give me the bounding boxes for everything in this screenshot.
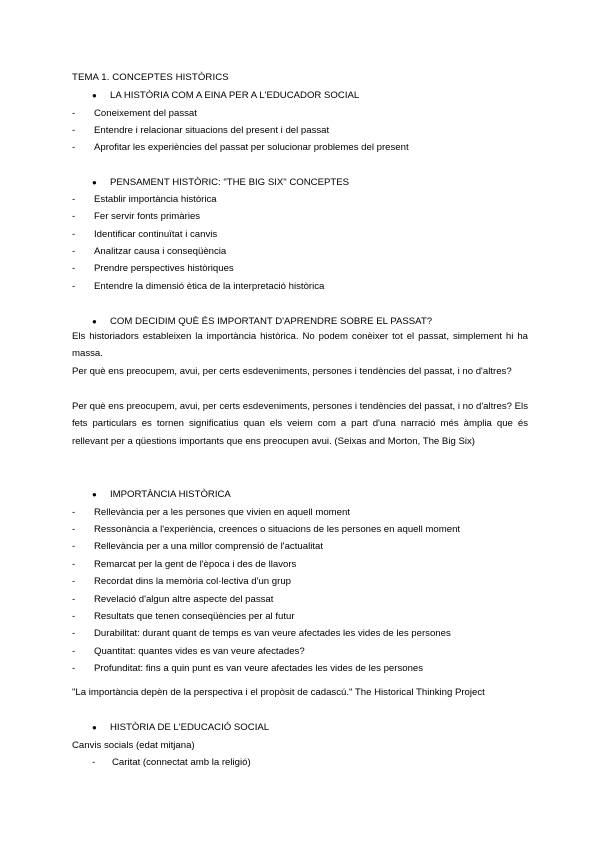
document-title: TEMA 1. CONCEPTES HISTÒRICS (72, 72, 229, 83)
section-heading (92, 90, 359, 101)
section-heading (92, 177, 349, 188)
list-item-text: Prendre perspectives històriques (94, 263, 234, 274)
list-item (72, 646, 305, 657)
section-heading-text: COM DECIDIM QUÈ ÉS IMPORTANT D'APRENDRE SOBRE EL PASSAT? (110, 316, 433, 327)
list-item-text: Entendre la dimensió ètica de la interpretació històrica (94, 281, 325, 292)
list-item (72, 541, 323, 552)
list-item (72, 229, 217, 240)
list-item (72, 108, 197, 119)
section-heading (92, 316, 432, 327)
list-item-text: Resultats que tenen conseqüències per al futur (94, 611, 295, 622)
subsection-title: Canvis socials (edat mitjana) (72, 740, 195, 751)
list-item (72, 663, 423, 674)
section-heading-text: IMPORTÀNCIA HISTÒRICA (110, 489, 231, 500)
list-item-text: Remarcat per la gent de l'època i des de llavors (94, 559, 297, 570)
list-item-text: Fer servir fonts primàries (94, 211, 201, 222)
paragraph: Els historiadors estableixen la importància històrica. No podem conèixer tot el passat, simplement hi ha massa. (72, 331, 528, 360)
list-item-text: Profunditat: fins a quin punt es van veure afectades les vides de les persones (94, 663, 424, 674)
list-item-text: Ressonància a l'experiència, creences o situacions de les persones en aquell moment (94, 524, 461, 535)
list-item (92, 757, 251, 768)
dash-icon: - (72, 281, 76, 292)
list-item (72, 524, 460, 535)
dash-icon: - (72, 594, 76, 605)
list-item-text: Rellevància per a les persones que vivien en aquell moment (94, 507, 350, 518)
section-heading (92, 489, 231, 500)
list-item (72, 611, 295, 622)
list-item (72, 507, 350, 518)
list-item-text: Coneixement del passat (94, 108, 197, 119)
list-item (72, 246, 226, 257)
dash-icon: - (72, 229, 76, 240)
dash-icon: - (72, 663, 76, 674)
list-item-text: Recordat dins la memòria col·lectiva d'un grup (94, 576, 291, 587)
list-item (72, 194, 217, 205)
dash-icon: - (72, 559, 76, 570)
list-item-text: Identificar continuïtat i canvis (94, 229, 218, 240)
list-item (72, 628, 451, 639)
list-item-text: Caritat (connectat amb la religió) (112, 757, 251, 768)
bullet-icon: ● (92, 723, 97, 732)
list-item (72, 281, 324, 292)
list-item (72, 211, 200, 222)
dash-icon: - (72, 611, 76, 622)
dash-icon: - (72, 142, 76, 153)
dash-icon: - (72, 507, 76, 518)
bullet-icon: ● (92, 490, 97, 499)
paragraph: Per què ens preocupem, avui, per certs esdeveniments, persones i tendències del passat, i no d'altres? Els fets particulars es tornen significatius quan els veiem com a part d'una narració més àmplia que és rellevant per a qüestions importants que ens preocupen avui. (Seixas and Morton, The Big Six) (72, 401, 528, 447)
list-item-text: Revelació d'algun altre aspecte del passat (94, 594, 274, 605)
list-item (72, 263, 234, 274)
dash-icon: - (72, 125, 76, 136)
list-item-text: Durabilitat: durant quant de temps es van veure afectades les vides de les persones (94, 628, 451, 639)
quote: "La importància depèn de la perspectiva i el propòsit de cadascú." The Historical Thinking Project (72, 687, 485, 698)
list-item (72, 594, 273, 605)
paragraph: Per què ens preocupem, avui, per certs esdeveniments, persones i tendències del passat, i no d'altres? (72, 366, 512, 377)
dash-icon: - (72, 263, 76, 274)
dash-icon: - (72, 628, 76, 639)
dash-icon: - (72, 541, 76, 552)
list-item (72, 142, 409, 153)
section-heading-text: LA HISTÒRIA COM A EINA PER A L'EDUCADOR SOCIAL (110, 90, 360, 101)
list-item-text: Entendre i relacionar situacions del present i del passat (94, 125, 330, 136)
list-item (72, 125, 329, 136)
dash-icon: - (72, 646, 76, 657)
section-heading (92, 722, 269, 733)
section-heading-text: HISTÒRIA DE L'EDUCACIÓ SOCIAL (110, 722, 270, 733)
bullet-icon: ● (92, 91, 97, 100)
dash-icon: - (72, 246, 76, 257)
list-item-text: Analitzar causa i conseqüència (94, 246, 227, 257)
bullet-icon: ● (92, 178, 97, 187)
list-item-text: Establir importància històrica (94, 194, 217, 205)
dash-icon: - (72, 211, 76, 222)
section-heading-text: PENSAMENT HISTÒRIC: "THE BIG SIX" CONCEPTES (110, 177, 350, 188)
list-item (72, 576, 291, 587)
dash-icon: - (72, 524, 76, 535)
list-item-text: Aprofitar les experiències del passat per solucionar problemes del present (94, 142, 409, 153)
dash-icon: - (92, 757, 96, 768)
list-item-text: Rellevància per a una millor comprensió de l'actualitat (94, 541, 323, 552)
dash-icon: - (72, 108, 76, 119)
bullet-icon: ● (92, 317, 97, 326)
list-item-text: Quantitat: quantes vides es van veure afectades? (94, 646, 305, 657)
dash-icon: - (72, 194, 76, 205)
dash-icon: - (72, 576, 76, 587)
list-item (72, 559, 296, 570)
